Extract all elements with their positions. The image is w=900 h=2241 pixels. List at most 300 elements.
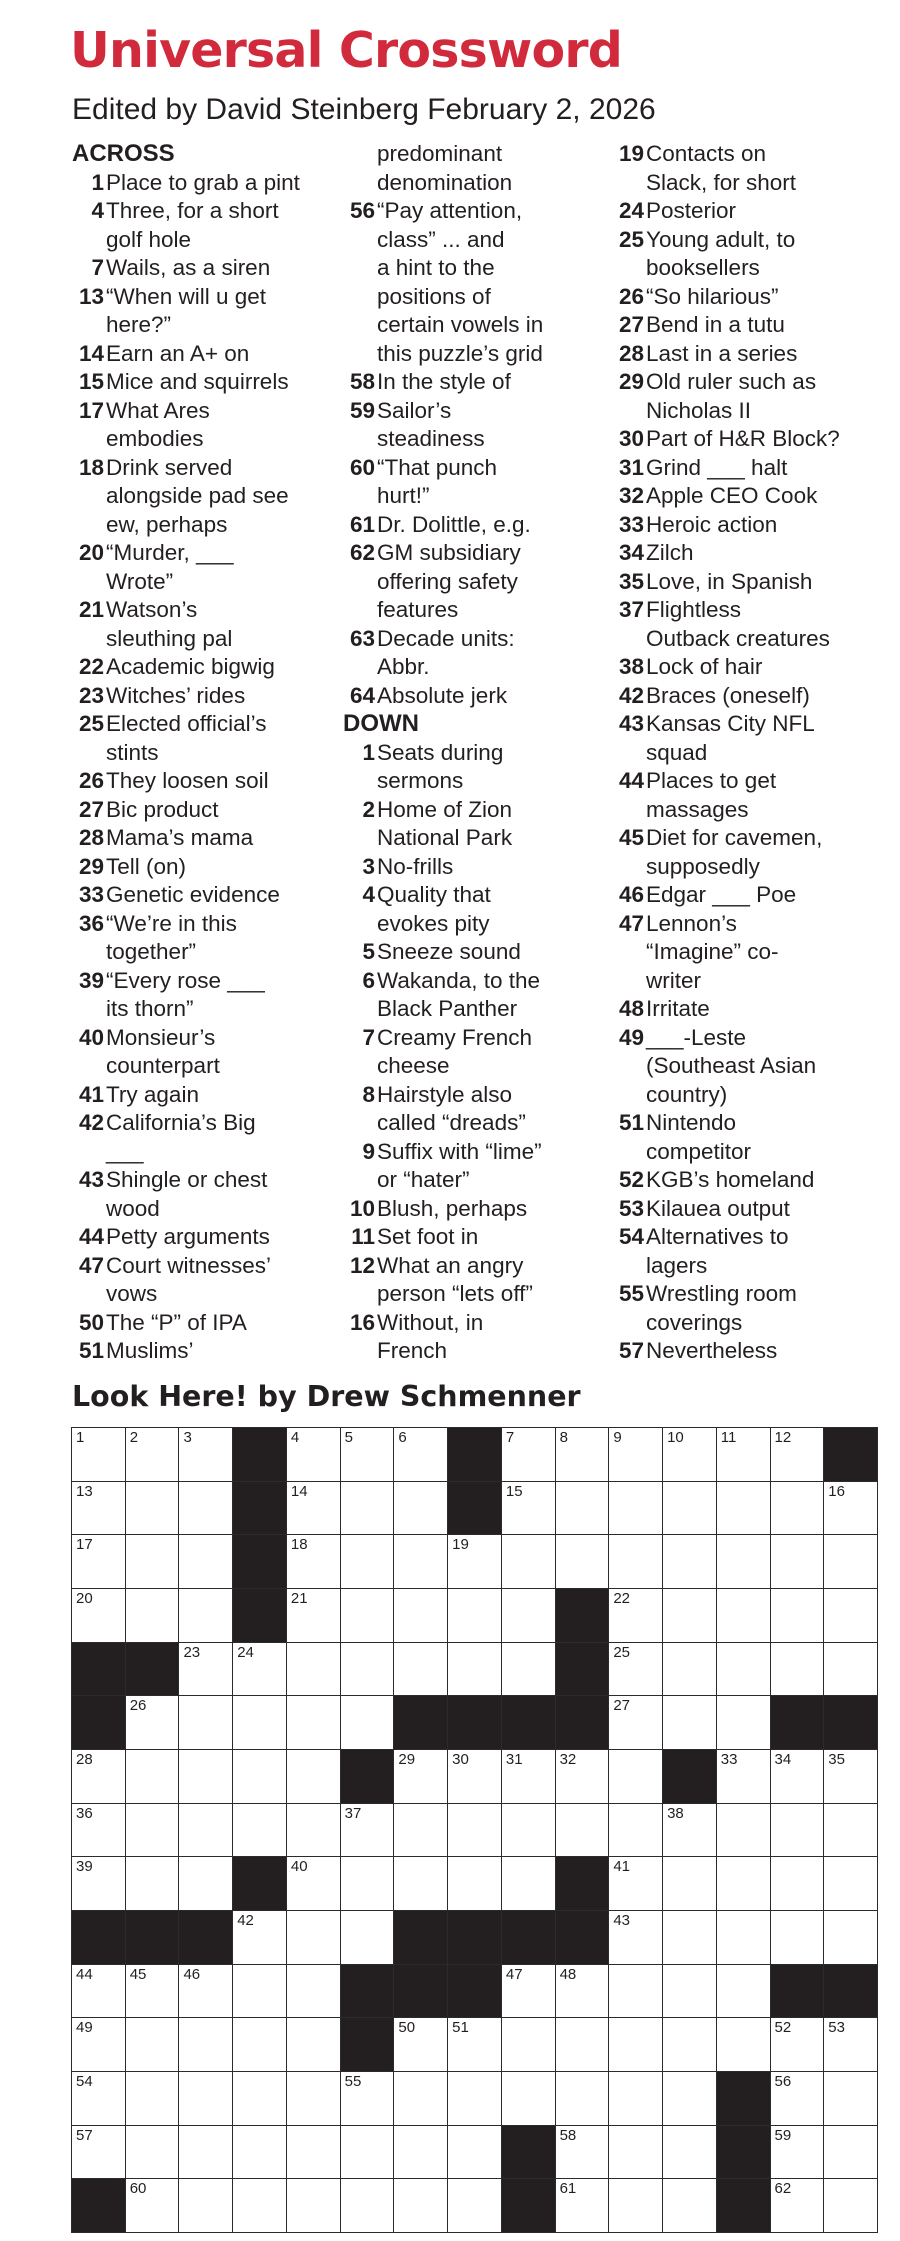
clue-text: Sneeze sound xyxy=(377,939,521,964)
grid-cell[interactable] xyxy=(125,1427,180,1482)
clue-text: Monsieur’s xyxy=(106,1024,216,1050)
clue-item xyxy=(343,625,618,654)
grid-cell[interactable] xyxy=(716,1642,771,1697)
clue-continuation: country) xyxy=(646,1081,728,1107)
grid-cell[interactable] xyxy=(608,1642,663,1697)
grid-cell[interactable] xyxy=(232,2125,287,2180)
clue-continuation: writer xyxy=(646,967,701,993)
grid-cell[interactable] xyxy=(178,1695,233,1750)
grid-cell[interactable] xyxy=(608,1749,663,1804)
grid-cell[interactable] xyxy=(501,2071,556,2126)
clue-number: 44 xyxy=(618,768,644,793)
grid-cell[interactable] xyxy=(178,2017,233,2072)
clue-continuation: Outback creatures xyxy=(646,625,830,651)
clue-continuation: Black Panther xyxy=(377,996,518,1021)
grid-cell[interactable] xyxy=(555,1534,610,1589)
clue-continuation: alongside pad see xyxy=(106,483,289,508)
grid-cell[interactable] xyxy=(71,2017,126,2072)
grid-cell[interactable] xyxy=(447,2125,502,2180)
cell-number: 51 xyxy=(452,2019,469,2037)
clue-number: 12 xyxy=(349,1252,375,1278)
grid-cell[interactable] xyxy=(823,2071,878,2126)
grid-cell[interactable] xyxy=(178,1427,233,1482)
grid-cell[interactable] xyxy=(125,2125,180,2180)
grid-cell[interactable] xyxy=(71,2125,126,2180)
black-square xyxy=(662,1749,717,1804)
cell-number: 50 xyxy=(398,2019,416,2037)
grid-cell[interactable] xyxy=(447,1803,502,1858)
grid-cell[interactable] xyxy=(662,1427,717,1482)
grid-cell[interactable] xyxy=(716,1427,771,1482)
grid-cell[interactable] xyxy=(178,2178,233,2233)
grid-cell[interactable] xyxy=(125,2017,180,2072)
grid-cell[interactable] xyxy=(393,2071,448,2126)
cell-number: 52 xyxy=(774,2019,792,2037)
clue-item xyxy=(72,1109,347,1138)
grid-cell[interactable] xyxy=(393,1803,448,1858)
clue-number: 9 xyxy=(362,1138,375,1164)
clue-text: Edgar ___ Poe xyxy=(646,882,797,907)
grid-cell[interactable] xyxy=(501,1749,556,1804)
grid-cell[interactable] xyxy=(286,1695,341,1750)
cell-number: 39 xyxy=(76,1858,93,1876)
grid-cell[interactable] xyxy=(125,1803,180,1858)
grid-cell[interactable] xyxy=(555,2178,610,2233)
clue-item xyxy=(612,1166,887,1195)
grid-cell[interactable] xyxy=(823,1749,878,1804)
grid-cell[interactable] xyxy=(662,1856,717,1911)
clue-text: Muslims’ xyxy=(106,1338,194,1363)
section-heading: ACROSS xyxy=(72,140,175,167)
grid-cell[interactable] xyxy=(823,1534,878,1589)
grid-cell[interactable] xyxy=(608,1856,663,1911)
grid-cell[interactable] xyxy=(770,1534,825,1589)
grid-cell[interactable] xyxy=(716,1964,771,2019)
grid-cell[interactable] xyxy=(340,2071,395,2126)
clue-text: Bic product xyxy=(106,796,219,822)
grid-cell[interactable] xyxy=(608,2125,663,2180)
grid-cell[interactable] xyxy=(662,1588,717,1643)
grid-cell[interactable] xyxy=(770,1910,825,1965)
black-square xyxy=(71,2178,126,2233)
grid-cell[interactable] xyxy=(662,1642,717,1697)
clue-continuation: called “dreads” xyxy=(377,1110,526,1135)
grid-cell[interactable] xyxy=(716,1803,771,1858)
grid-cell[interactable] xyxy=(501,1642,556,1697)
clue-number: 43 xyxy=(78,1167,104,1192)
cell-number: 49 xyxy=(76,2019,93,2037)
grid-cell[interactable] xyxy=(770,1803,825,1858)
grid-cell[interactable] xyxy=(125,1695,180,1750)
clue-text: Flightless xyxy=(646,597,742,622)
clue-item xyxy=(72,1309,347,1338)
grid-cell[interactable] xyxy=(340,1910,395,1965)
grid-cell[interactable] xyxy=(340,1481,395,1536)
grid-cell[interactable] xyxy=(393,1642,448,1697)
clue-continuation: vows xyxy=(106,1281,158,1306)
grid-cell[interactable] xyxy=(71,1534,126,1589)
grid-cell[interactable] xyxy=(232,1803,287,1858)
grid-cell[interactable] xyxy=(823,1642,878,1697)
grid-cell[interactable] xyxy=(823,1910,878,1965)
clue-number: 31 xyxy=(618,454,644,480)
clue-number: 42 xyxy=(78,1110,104,1135)
grid-cell[interactable] xyxy=(286,1749,341,1804)
grid-cell[interactable] xyxy=(232,1964,287,2019)
grid-cell[interactable] xyxy=(716,1749,771,1804)
grid-cell[interactable] xyxy=(823,2017,878,2072)
black-square xyxy=(393,1910,448,1965)
clue-text: Mama’s mama xyxy=(106,825,254,850)
grid-cell[interactable] xyxy=(447,2017,502,2072)
grid-cell[interactable] xyxy=(286,1481,341,1536)
grid-cell[interactable] xyxy=(178,1588,233,1643)
grid-cell[interactable] xyxy=(393,1534,448,1589)
clue-number: 38 xyxy=(618,654,644,679)
grid-cell[interactable] xyxy=(662,1534,717,1589)
grid-cell[interactable] xyxy=(447,1588,502,1643)
grid-cell[interactable] xyxy=(823,1856,878,1911)
clue-text: Young adult, to xyxy=(646,226,796,252)
cell-number: 2 xyxy=(129,1429,139,1446)
grid-cell[interactable] xyxy=(608,2178,663,2233)
grid-cell[interactable] xyxy=(608,1695,663,1750)
grid-cell[interactable] xyxy=(178,1964,233,2019)
cell-number: 26 xyxy=(129,1697,147,1715)
clue-number: 34 xyxy=(618,540,644,565)
grid-cell[interactable] xyxy=(770,1749,825,1804)
grid-cell[interactable] xyxy=(447,1642,502,1697)
clue-number: 49 xyxy=(618,1024,644,1050)
grid-cell[interactable] xyxy=(178,2125,233,2180)
black-square xyxy=(716,2125,771,2180)
grid-cell[interactable] xyxy=(125,1856,180,1911)
clue-item xyxy=(343,1138,618,1167)
clue-text: Earn an A+ on xyxy=(106,340,250,366)
grid-cell[interactable] xyxy=(716,1695,771,1750)
black-square xyxy=(340,1749,395,1804)
clue-number: 15 xyxy=(78,369,104,394)
grid-cell[interactable] xyxy=(232,1749,287,1804)
grid-cell[interactable] xyxy=(501,1964,556,2019)
clue-text: Braces (oneself) xyxy=(646,682,810,708)
grid-cell[interactable] xyxy=(770,2071,825,2126)
grid-cell[interactable] xyxy=(286,1964,341,2019)
grid-cell[interactable] xyxy=(286,2178,341,2233)
grid-cell[interactable] xyxy=(340,1856,395,1911)
grid-cell[interactable] xyxy=(716,1534,771,1589)
cell-number: 12 xyxy=(774,1429,792,1446)
clue-item xyxy=(612,340,887,369)
grid-cell[interactable] xyxy=(662,1910,717,1965)
grid-cell[interactable] xyxy=(555,1427,610,1482)
grid-cell[interactable] xyxy=(823,2178,878,2233)
grid-cell[interactable] xyxy=(501,2017,556,2072)
grid-cell[interactable] xyxy=(662,2017,717,2072)
clue-item xyxy=(343,539,618,568)
grid-cell[interactable] xyxy=(340,1695,395,1750)
grid-cell[interactable] xyxy=(125,1588,180,1643)
black-square xyxy=(232,1481,287,1536)
grid-cell[interactable] xyxy=(393,1856,448,1911)
clue-item xyxy=(612,482,887,511)
grid-cell[interactable] xyxy=(823,2125,878,2180)
cell-number: 20 xyxy=(76,1590,93,1607)
grid-cell[interactable] xyxy=(608,1910,663,1965)
clue-number: 27 xyxy=(78,796,104,822)
grid-cell[interactable] xyxy=(770,2178,825,2233)
grid-cell[interactable] xyxy=(716,1856,771,1911)
cell-number: 62 xyxy=(774,2180,792,2198)
grid-cell[interactable] xyxy=(770,1427,825,1482)
grid-cell[interactable] xyxy=(340,2178,395,2233)
clue-text: Elected official’s xyxy=(106,711,267,736)
grid-cell[interactable] xyxy=(770,2017,825,2072)
grid-cell[interactable] xyxy=(770,1856,825,1911)
grid-cell[interactable] xyxy=(716,1910,771,1965)
clue-continuation: certain vowels in xyxy=(377,312,544,337)
cell-number: 7 xyxy=(505,1429,515,1446)
grid-cell[interactable] xyxy=(286,1856,341,1911)
grid-cell[interactable] xyxy=(716,2017,771,2072)
grid-cell[interactable] xyxy=(178,1749,233,1804)
grid-cell[interactable] xyxy=(178,1856,233,1911)
clue-number: 36 xyxy=(78,910,104,936)
clue-text: Genetic evidence xyxy=(106,882,280,907)
grid-cell[interactable] xyxy=(662,2071,717,2126)
grid-cell[interactable] xyxy=(232,2071,287,2126)
grid-cell[interactable] xyxy=(340,1803,395,1858)
clue-number: 27 xyxy=(618,312,644,337)
grid-cell[interactable] xyxy=(125,1481,180,1536)
clue-text: Sailor’s xyxy=(377,397,452,423)
grid-cell[interactable] xyxy=(286,2125,341,2180)
grid-cell[interactable] xyxy=(125,1749,180,1804)
grid-cell[interactable] xyxy=(286,2071,341,2126)
grid-cell[interactable] xyxy=(823,1803,878,1858)
cell-number: 43 xyxy=(613,1912,631,1929)
grid-cell[interactable] xyxy=(608,1534,663,1589)
grid-cell[interactable] xyxy=(770,1588,825,1643)
grid-cell[interactable] xyxy=(232,1695,287,1750)
grid-cell[interactable] xyxy=(340,1588,395,1643)
grid-cell[interactable] xyxy=(71,1803,126,1858)
grid-cell[interactable] xyxy=(716,1588,771,1643)
clue-text: Quality that xyxy=(377,882,491,907)
grid-cell[interactable] xyxy=(340,1427,395,1482)
clue-item xyxy=(343,1252,618,1281)
clue-number: 28 xyxy=(618,340,644,366)
grid-cell[interactable] xyxy=(286,1642,341,1697)
clue-item xyxy=(72,368,347,397)
clue-number: 19 xyxy=(618,141,644,166)
grid-cell[interactable] xyxy=(232,2178,287,2233)
clue-continuation: positions of xyxy=(377,283,491,309)
clue-continuation: sleuthing pal xyxy=(106,625,233,651)
clue-number: 22 xyxy=(78,654,104,679)
grid-cell[interactable] xyxy=(608,2071,663,2126)
grid-cell[interactable] xyxy=(393,2017,448,2072)
grid-cell[interactable] xyxy=(340,1534,395,1589)
grid-cell[interactable] xyxy=(393,1749,448,1804)
grid-cell[interactable] xyxy=(447,1749,502,1804)
clue-item xyxy=(343,511,618,540)
cell-number: 33 xyxy=(720,1751,738,1768)
grid-cell[interactable] xyxy=(447,2178,502,2233)
clue-text: Old ruler such as xyxy=(646,369,817,394)
grid-cell[interactable] xyxy=(178,1534,233,1589)
grid-cell[interactable] xyxy=(286,1910,341,1965)
clue-continuation: here?” xyxy=(106,312,172,337)
clue-item xyxy=(612,995,887,1024)
grid-cell[interactable] xyxy=(178,1803,233,1858)
grid-cell[interactable] xyxy=(447,1534,502,1589)
grid-cell[interactable] xyxy=(393,2125,448,2180)
grid-cell[interactable] xyxy=(178,1642,233,1697)
grid-cell[interactable] xyxy=(178,1481,233,1536)
grid-cell[interactable] xyxy=(608,2017,663,2072)
grid-cell[interactable] xyxy=(770,1481,825,1536)
clue-number: 7 xyxy=(91,255,104,280)
grid-cell[interactable] xyxy=(393,1427,448,1482)
grid-cell[interactable] xyxy=(340,2125,395,2180)
grid-cell[interactable] xyxy=(555,2071,610,2126)
grid-cell[interactable] xyxy=(501,1588,556,1643)
grid-cell[interactable] xyxy=(125,2071,180,2126)
clue-column-3 xyxy=(612,140,887,1366)
grid-cell[interactable] xyxy=(823,1588,878,1643)
grid-cell[interactable] xyxy=(608,1481,663,1536)
grid-cell[interactable] xyxy=(447,1856,502,1911)
grid-cell[interactable] xyxy=(770,1642,825,1697)
black-square xyxy=(232,1856,287,1911)
clue-number: 35 xyxy=(618,568,644,594)
grid-cell[interactable] xyxy=(555,1481,610,1536)
clue-item xyxy=(612,568,887,597)
clue-item xyxy=(72,1081,347,1110)
grid-cell[interactable] xyxy=(555,1749,610,1804)
grid-cell[interactable] xyxy=(71,1749,126,1804)
grid-cell[interactable] xyxy=(232,1642,287,1697)
clue-item xyxy=(612,454,887,483)
grid-cell[interactable] xyxy=(393,2178,448,2233)
grid-cell[interactable] xyxy=(232,1910,287,1965)
grid-cell[interactable] xyxy=(71,1856,126,1911)
grid-cell[interactable] xyxy=(662,1964,717,2019)
grid-cell[interactable] xyxy=(71,2071,126,2126)
black-square xyxy=(555,1856,610,1911)
clue-continuation: or “hater” xyxy=(377,1167,470,1192)
clue-item xyxy=(343,1081,618,1110)
black-square xyxy=(71,1910,126,1965)
grid-cell[interactable] xyxy=(393,1481,448,1536)
grid-cell[interactable] xyxy=(501,1481,556,1536)
clue-continuation: squad xyxy=(646,739,708,765)
grid-cell[interactable] xyxy=(662,2125,717,2180)
grid-cell[interactable] xyxy=(555,1803,610,1858)
grid-cell[interactable] xyxy=(286,1588,341,1643)
grid-cell[interactable] xyxy=(71,1588,126,1643)
grid-cell[interactable] xyxy=(608,1588,663,1643)
clue-number: 30 xyxy=(618,426,644,451)
cell-number: 11 xyxy=(720,1429,737,1446)
grid-cell[interactable] xyxy=(501,1803,556,1858)
black-square xyxy=(501,2125,556,2180)
grid-cell[interactable] xyxy=(608,1803,663,1858)
clue-item xyxy=(612,1223,887,1252)
grid-cell[interactable] xyxy=(178,2071,233,2126)
grid-cell[interactable] xyxy=(662,1803,717,1858)
clue-text: Wakanda, to the xyxy=(377,967,541,993)
cell-number: 36 xyxy=(76,1804,93,1822)
clue-number: 61 xyxy=(349,511,375,537)
clue-text: Decade units: xyxy=(377,625,515,651)
grid-cell[interactable] xyxy=(501,1856,556,1911)
clue-item xyxy=(612,511,887,540)
clue-number: 42 xyxy=(618,682,644,708)
clue-text: Try again xyxy=(106,1081,199,1107)
grid-cell[interactable] xyxy=(286,1534,341,1589)
clue-text: Drink served xyxy=(106,454,233,480)
grid-cell[interactable] xyxy=(662,1695,717,1750)
grid-cell[interactable] xyxy=(555,1964,610,2019)
grid-cell[interactable] xyxy=(286,1427,341,1482)
grid-cell[interactable] xyxy=(662,1481,717,1536)
grid-cell[interactable] xyxy=(71,1427,126,1482)
grid-cell[interactable] xyxy=(555,2125,610,2180)
clue-text: Diet for cavemen, xyxy=(646,825,823,850)
grid-cell[interactable] xyxy=(232,2017,287,2072)
grid-cell[interactable] xyxy=(501,1427,556,1482)
cell-number: 60 xyxy=(129,2180,147,2198)
grid-cell[interactable] xyxy=(125,1964,180,2019)
grid-cell[interactable] xyxy=(286,1803,341,1858)
grid-cell[interactable] xyxy=(716,1481,771,1536)
clue-text: Kilauea output xyxy=(646,1195,790,1221)
clue-continuation: sermons xyxy=(377,768,464,793)
grid-cell[interactable] xyxy=(823,1481,878,1536)
cell-number: 38 xyxy=(667,1804,684,1822)
grid-cell[interactable] xyxy=(340,1642,395,1697)
clue-item xyxy=(612,710,887,739)
cell-number: 45 xyxy=(129,1965,147,1983)
clue-number: 51 xyxy=(78,1338,104,1363)
grid-cell[interactable] xyxy=(393,1588,448,1643)
clue-number: 13 xyxy=(78,283,104,309)
grid-cell[interactable] xyxy=(71,1481,126,1536)
clue-text: Watson’s xyxy=(106,597,198,622)
grid-cell[interactable] xyxy=(71,1964,126,2019)
grid-cell[interactable] xyxy=(125,1534,180,1589)
clue-text: The “P” of IPA xyxy=(106,1309,247,1335)
clue-number: 58 xyxy=(349,369,375,394)
grid-cell[interactable] xyxy=(125,2178,180,2233)
black-square xyxy=(447,1910,502,1965)
clue-continuation: booksellers xyxy=(646,255,760,280)
grid-cell[interactable] xyxy=(662,2178,717,2233)
clue-number: 46 xyxy=(618,882,644,907)
crossword-grid[interactable] xyxy=(71,1427,877,2232)
clue-item xyxy=(343,1024,618,1053)
grid-cell[interactable] xyxy=(447,2071,502,2126)
grid-cell[interactable] xyxy=(286,2017,341,2072)
grid-cell[interactable] xyxy=(608,1427,663,1482)
clue-continuation: “Imagine” co- xyxy=(646,939,779,964)
grid-cell[interactable] xyxy=(501,1534,556,1589)
grid-cell[interactable] xyxy=(608,1964,663,2019)
grid-cell[interactable] xyxy=(770,2125,825,2180)
grid-cell[interactable] xyxy=(555,2017,610,2072)
